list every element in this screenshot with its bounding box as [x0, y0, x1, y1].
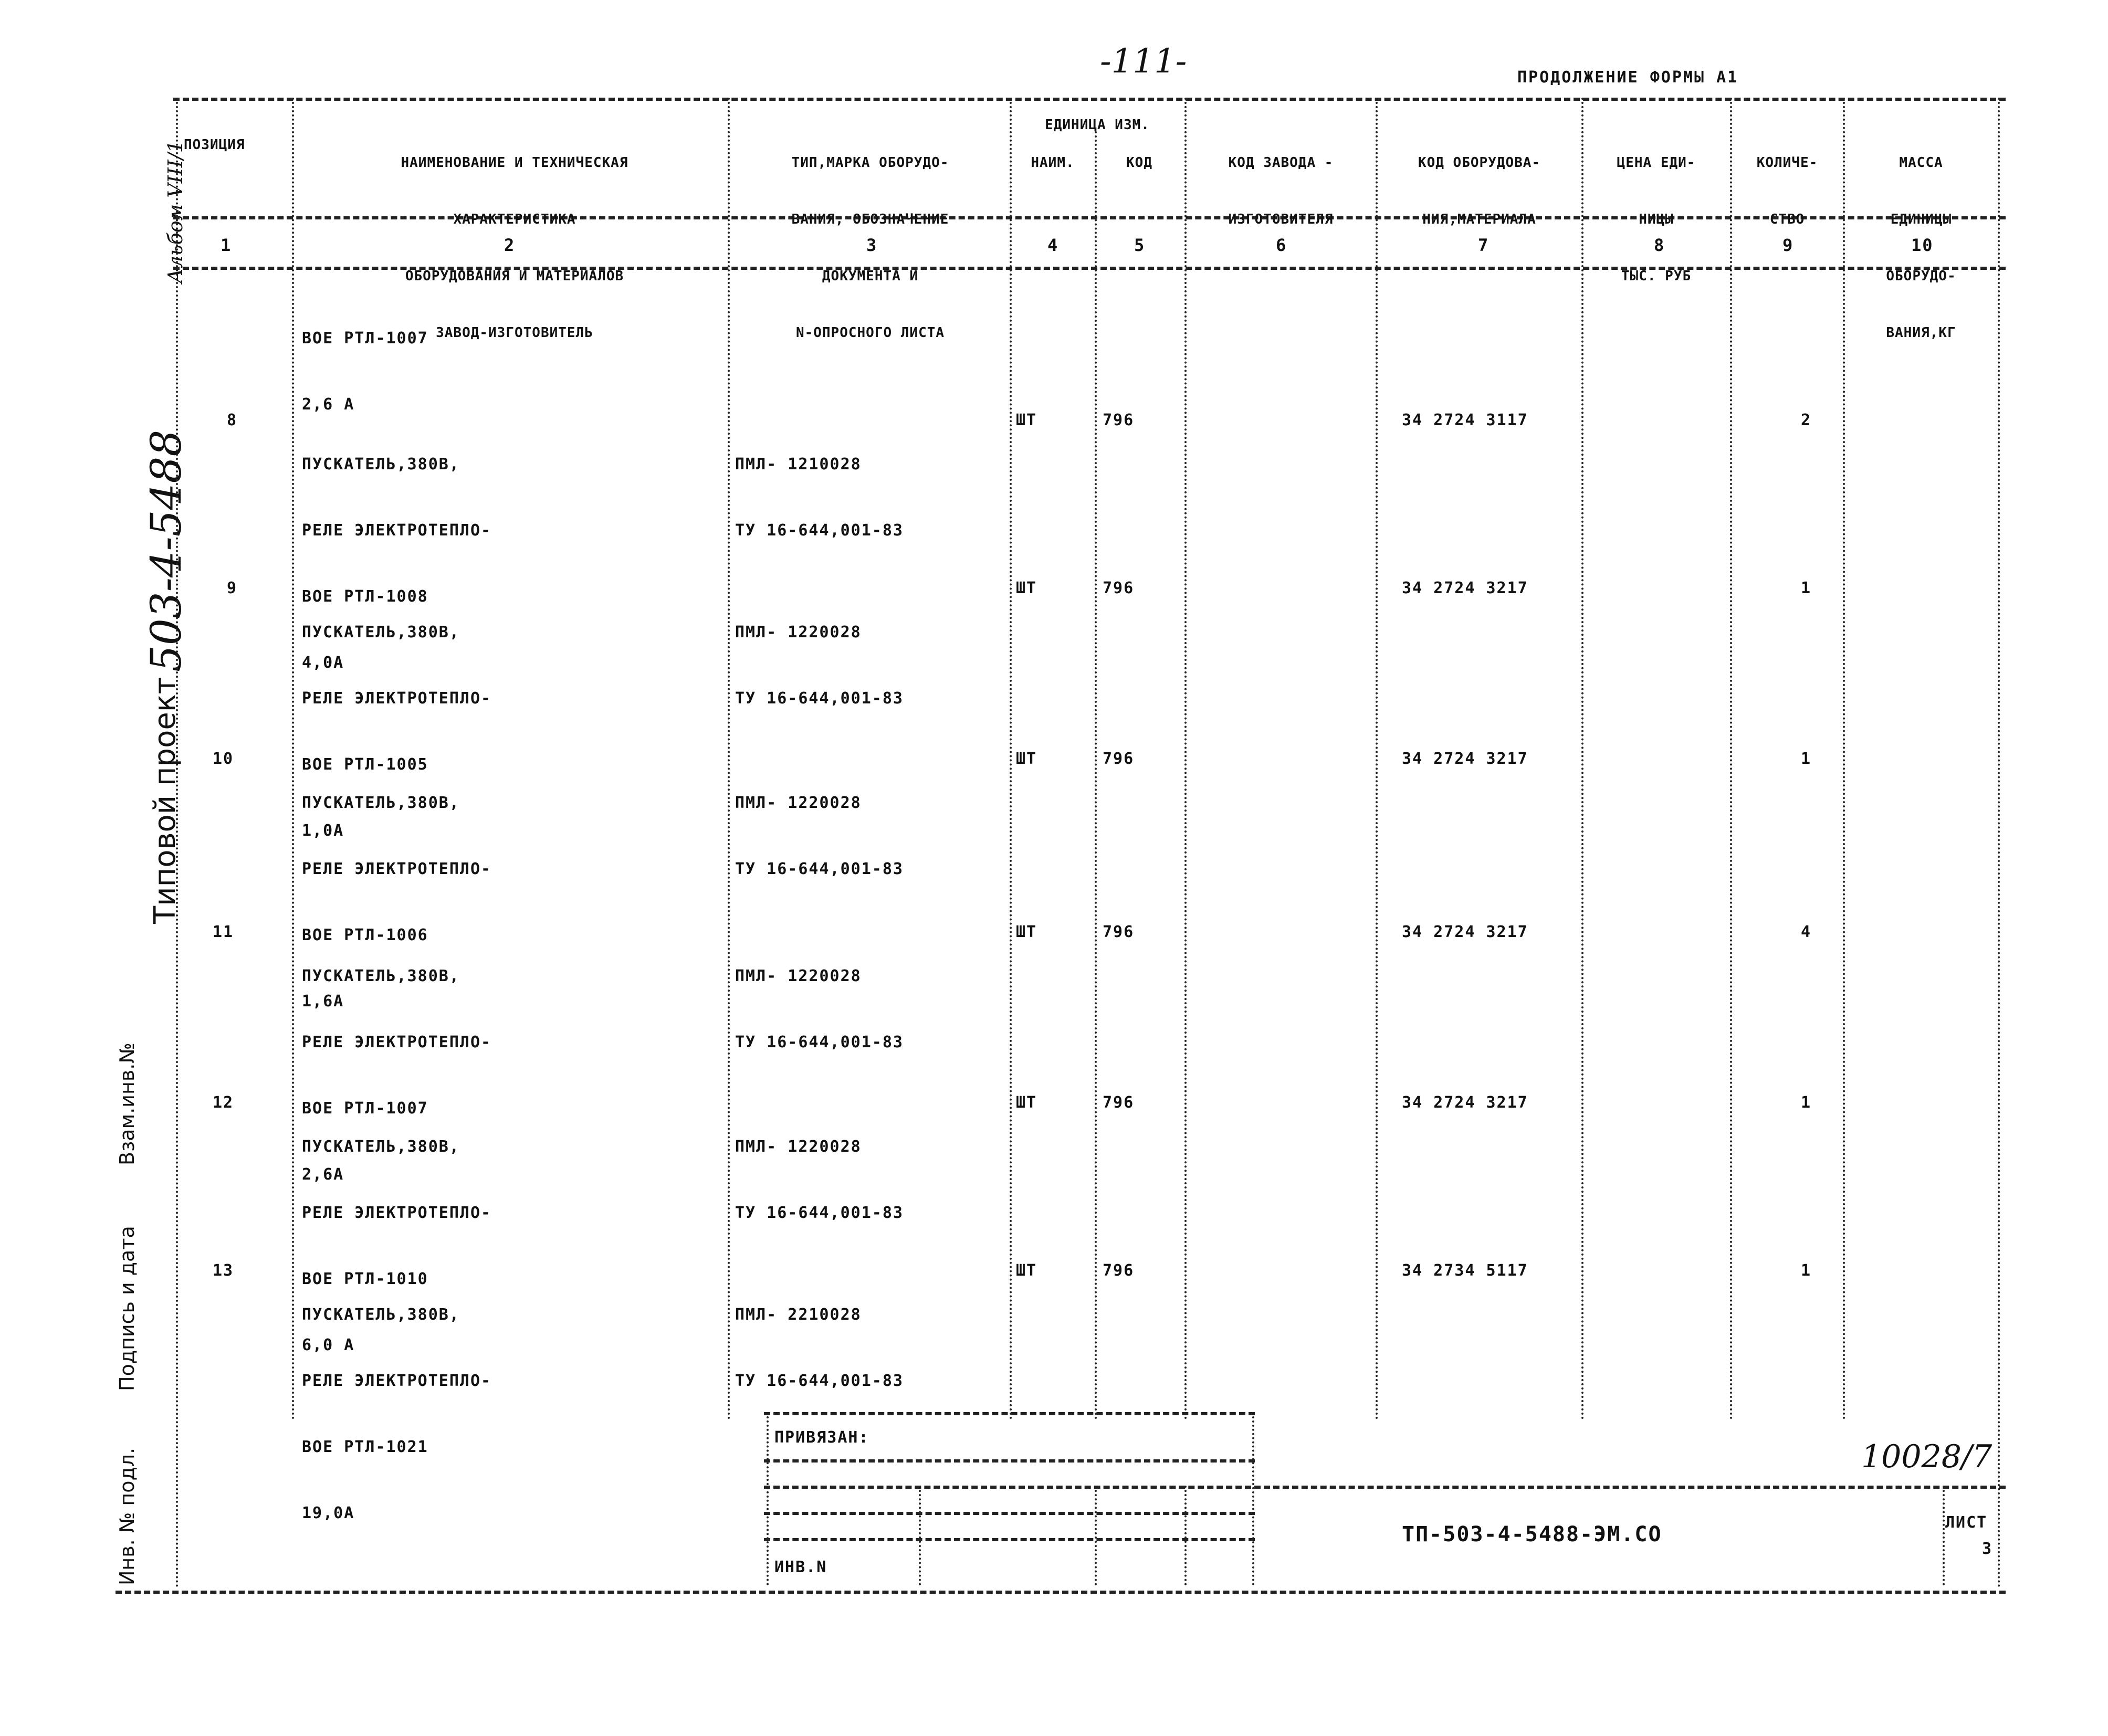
row-12-equip-code: 34 2724 3217	[1402, 1093, 1528, 1112]
row-11-desc-line-1: ПУСКАТЕЛЬ,380В,	[302, 967, 460, 985]
row-13-unit: ШТ	[1016, 1261, 1037, 1280]
row-11-desc-line-2: РЕЛЕ ЭЛЕКТРОТЕПЛО-	[302, 1033, 492, 1051]
row-13-qty: 1	[1801, 1261, 1812, 1280]
row-9-desc-line-4: 1,0А	[302, 822, 344, 840]
row-8-type	[735, 409, 904, 586]
header-unit: ЕДИНИЦА ИЗМ.	[1045, 117, 1150, 133]
row-12-type-line-1: ПМЛ- 1220028	[735, 1138, 862, 1156]
side-sign-date: Подпись и дата	[116, 1226, 139, 1391]
row-11-unit: ШТ	[1016, 923, 1037, 941]
row-8-equip-code: 34 2724 3117	[1402, 411, 1528, 429]
col-sep-0	[176, 98, 178, 1588]
colnum-10: 10	[1911, 235, 1934, 255]
row-9-desc-line-3: ВОЕ РТЛ-1005	[302, 755, 428, 774]
row-12-desc-line-1: ПУСКАТЕЛЬ,380В,	[302, 1138, 460, 1156]
row-11-type	[735, 921, 904, 1098]
header-factory-code	[1188, 115, 1374, 248]
colnum-2: 2	[504, 235, 516, 255]
header-price-line-1: ЦЕНА ЕДИ-	[1617, 155, 1696, 171]
sheet-label: ЛИСТ	[1945, 1513, 1988, 1532]
header-price-line-3: ТЫС. РУБ	[1621, 268, 1692, 284]
row-13-desc-line-4: 19,0А	[302, 1504, 355, 1522]
row-12-desc-line-2: РЕЛЕ ЭЛЕКТРОТЕПЛО-	[302, 1204, 492, 1222]
colnum-4: 4	[1047, 235, 1059, 255]
col-sep-4	[1095, 131, 1097, 1421]
colnum-7: 7	[1478, 235, 1490, 255]
header-qty-line-2: СТВО	[1769, 212, 1805, 227]
row-9-desc-line-1: ПУСКАТЕЛЬ,380В,	[302, 623, 460, 641]
header-factory-code-line-2: ИЗГОТОВИТЕЛЯ	[1228, 212, 1334, 227]
row-9-pos: 9	[227, 579, 238, 597]
side-project-code: 503-4-5488	[142, 429, 191, 672]
side-inv-no: Инв. № подл.	[116, 1447, 139, 1585]
colnum-1: 1	[221, 235, 232, 255]
header-unit-name: НАИМ.	[1031, 155, 1075, 171]
rule-page-bottom	[116, 1591, 2006, 1594]
tb-rule-1	[764, 1412, 1255, 1415]
row-11-pos: 11	[213, 923, 234, 941]
row-9-type-line-2: ТУ 16-644,001-83	[735, 689, 904, 708]
row-10-type-line-1: ПМЛ- 1220028	[735, 794, 862, 812]
col-sep-8	[1730, 98, 1732, 1421]
tb-rule-2	[764, 1459, 1255, 1463]
row-10-qty: 1	[1801, 750, 1812, 768]
header-type-line-2: ВАНИЯ, ОБОЗНАЧЕНИЕ	[791, 212, 949, 227]
tb-vline-6	[1943, 1486, 1945, 1585]
row-11-type-line-2: ТУ 16-644,001-83	[735, 1033, 904, 1051]
tb-rule-3	[764, 1486, 2006, 1489]
row-12-qty: 1	[1801, 1093, 1812, 1112]
tb-vline-2	[919, 1486, 921, 1585]
header-equip-code	[1378, 115, 1580, 248]
col-sep-6	[1376, 98, 1378, 1421]
header-qty	[1733, 115, 1842, 248]
page-number: -111-	[1100, 42, 1187, 81]
header-name-line-2: ХАРАКТЕРИСТИКА	[453, 212, 576, 227]
carryover-line-2: 2,6 А	[302, 395, 355, 414]
doc-code: ТП-503-4-5488-ЭМ.СО	[1402, 1522, 1662, 1546]
row-10-code: 796	[1103, 750, 1135, 768]
row-10-desc-line-1: ПУСКАТЕЛЬ,380В,	[302, 794, 460, 812]
col-sep-3	[1010, 98, 1012, 1421]
row-12-desc-line-4: 6,0 А	[302, 1336, 355, 1354]
handwritten-no: 10028/7	[1861, 1438, 1992, 1475]
row-12-pos: 12	[213, 1093, 234, 1112]
row-11-desc-line-4: 2,6А	[302, 1165, 344, 1184]
colnum-3: 3	[866, 235, 878, 255]
row-13-equip-code: 34 2734 5117	[1402, 1261, 1528, 1280]
row-13-pos: 13	[213, 1261, 234, 1280]
row-13-desc-line-3: ВОЕ РТЛ-1021	[302, 1438, 428, 1456]
row-12-type-line-2: ТУ 16-644,001-83	[735, 1204, 904, 1222]
row-11-code: 796	[1103, 923, 1135, 941]
row-8-code: 796	[1103, 411, 1135, 429]
side-typical-project: Типовой проект	[148, 677, 182, 924]
tb-vline-4	[1184, 1486, 1187, 1585]
col-sep-1	[292, 98, 294, 1421]
header-price-line-2: НИЦЫ	[1639, 212, 1674, 227]
tb-vline-5	[1252, 1412, 1254, 1585]
row-10-type-line-2: ТУ 16-644,001-83	[735, 860, 904, 878]
header-mass-line-1: МАССА	[1899, 155, 1943, 171]
header-mass-line-4: ВАНИЯ,КГ	[1886, 325, 1956, 341]
sheet-number: 3	[1982, 1540, 1993, 1558]
row-8-desc-line-1: ПУСКАТЕЛЬ,380В,	[302, 455, 460, 474]
row-11-qty: 4	[1801, 923, 1812, 941]
attached-label: ПРИВЯЗАН:	[774, 1428, 869, 1447]
side-replace-inv: Взам.инв.№	[116, 1043, 139, 1165]
row-8-pos: 8	[227, 411, 238, 429]
row-8-qty: 2	[1801, 411, 1812, 429]
row-8-desc-line-2: РЕЛЕ ЭЛЕКТРОТЕПЛО-	[302, 521, 492, 540]
row-13-type-line-2: ТУ 16-644,001-83	[735, 1372, 904, 1390]
row-8-desc-line-3: ВОЕ РТЛ-1008	[302, 587, 428, 606]
row-9-type	[735, 577, 904, 754]
row-10-desc-line-2: РЕЛЕ ЭЛЕКТРОТЕПЛО-	[302, 860, 492, 878]
header-mass-line-2: ЕДИНИЦЫ	[1890, 212, 1952, 227]
row-11-type-line-1: ПМЛ- 1220028	[735, 967, 862, 985]
row-11-desc-line-3: ВОЕ РТЛ-1007	[302, 1099, 428, 1118]
row-9-code: 796	[1103, 579, 1135, 597]
row-8-desc-line-4: 4,0А	[302, 654, 344, 672]
inv-no-label: ИНВ.N	[774, 1558, 827, 1576]
row-9-desc-line-2: РЕЛЕ ЭЛЕКТРОТЕПЛО-	[302, 689, 492, 708]
header-type-line-1: ТИП,МАРКА ОБОРУДО-	[791, 155, 949, 171]
side-album: Альбом VIII/1	[164, 140, 187, 283]
row-8-type-line-2: ТУ 16-644,001-83	[735, 521, 904, 540]
tb-vline-1	[767, 1412, 769, 1585]
row-12-type	[735, 1092, 904, 1268]
row-10-desc-line-4: 1,6А	[302, 992, 344, 1011]
carryover-line-1: ВОЕ РТЛ-1007	[302, 329, 428, 348]
tb-rule-5	[764, 1538, 1255, 1541]
row-10-desc-line-3: ВОЕ РТЛ-1006	[302, 926, 428, 944]
row-8-unit: ШТ	[1016, 411, 1037, 429]
header-price	[1584, 115, 1728, 304]
col-sep-5	[1184, 98, 1187, 1421]
row-11-equip-code: 34 2724 3217	[1402, 923, 1528, 941]
row-13-type-line-1: ПМЛ- 2210028	[735, 1306, 862, 1324]
header-qty-line-1: КОЛИЧЕ-	[1756, 155, 1818, 171]
colnum-6: 6	[1276, 235, 1287, 255]
row-13-type	[735, 1260, 904, 1436]
header-factory-code-line-1: КОД ЗАВОДА -	[1228, 155, 1334, 171]
row-10-pos: 10	[213, 750, 234, 768]
header-equip-code-line-2: НИЯ,МАТЕРИАЛА	[1422, 212, 1536, 227]
row-13-desc-line-2: РЕЛЕ ЭЛЕКТРОТЕПЛО-	[302, 1372, 492, 1390]
row-8-type-line-1: ПМЛ- 1210028	[735, 455, 862, 474]
header-equip-code-line-1: КОД ОБОРУДОВА-	[1418, 155, 1541, 171]
row-12-unit: ШТ	[1016, 1093, 1037, 1112]
header-type-line-4: N-ОПРОСНОГО ЛИСТА	[795, 325, 945, 341]
row-12-desc-line-3: ВОЕ РТЛ-1010	[302, 1270, 428, 1288]
row-10-type	[735, 748, 904, 924]
row-13-desc	[302, 1260, 491, 1569]
row-9-equip-code: 34 2724 3217	[1402, 579, 1528, 597]
col-sep-10	[1998, 98, 2000, 1588]
row-10-unit: ШТ	[1016, 750, 1037, 768]
colnum-9: 9	[1782, 235, 1794, 255]
row-13-code: 796	[1103, 1261, 1135, 1280]
row-9-unit: ШТ	[1016, 579, 1037, 597]
tb-vline-3	[1095, 1486, 1097, 1585]
col-sep-7	[1581, 98, 1583, 1421]
row-13-desc-line-1: ПУСКАТЕЛЬ,380В,	[302, 1306, 460, 1324]
header-position: ПОЗИЦИЯ	[184, 137, 245, 153]
header-name-line-4: ЗАВОД-ИЗГОТОВИТЕЛЬ	[436, 325, 593, 341]
row-9-qty: 1	[1801, 579, 1812, 597]
colnum-8: 8	[1654, 235, 1665, 255]
header-unit-code: КОД	[1126, 155, 1152, 171]
header-name-line-3: ОБОРУДОВАНИЯ И МАТЕРИАЛОВ	[405, 268, 624, 284]
form-continuation: ПРОДОЛЖЕНИЕ ФОРМЫ А1	[1517, 68, 1739, 87]
col-sep-9	[1843, 98, 1845, 1421]
row-9-type-line-1: ПМЛ- 1220028	[735, 623, 862, 641]
header-name-line-1: НАИМЕНОВАНИЕ И ТЕХНИЧЕСКАЯ	[401, 155, 628, 171]
row-10-equip-code: 34 2724 3217	[1402, 750, 1528, 768]
row-12-code: 796	[1103, 1093, 1135, 1112]
tb-rule-4	[764, 1512, 1255, 1515]
header-mass-line-3: ОБОРУДО-	[1886, 268, 1956, 284]
colnum-5: 5	[1134, 235, 1146, 255]
col-sep-2	[728, 98, 730, 1421]
header-type-line-3: ДОКУМЕНТА И	[822, 268, 919, 284]
